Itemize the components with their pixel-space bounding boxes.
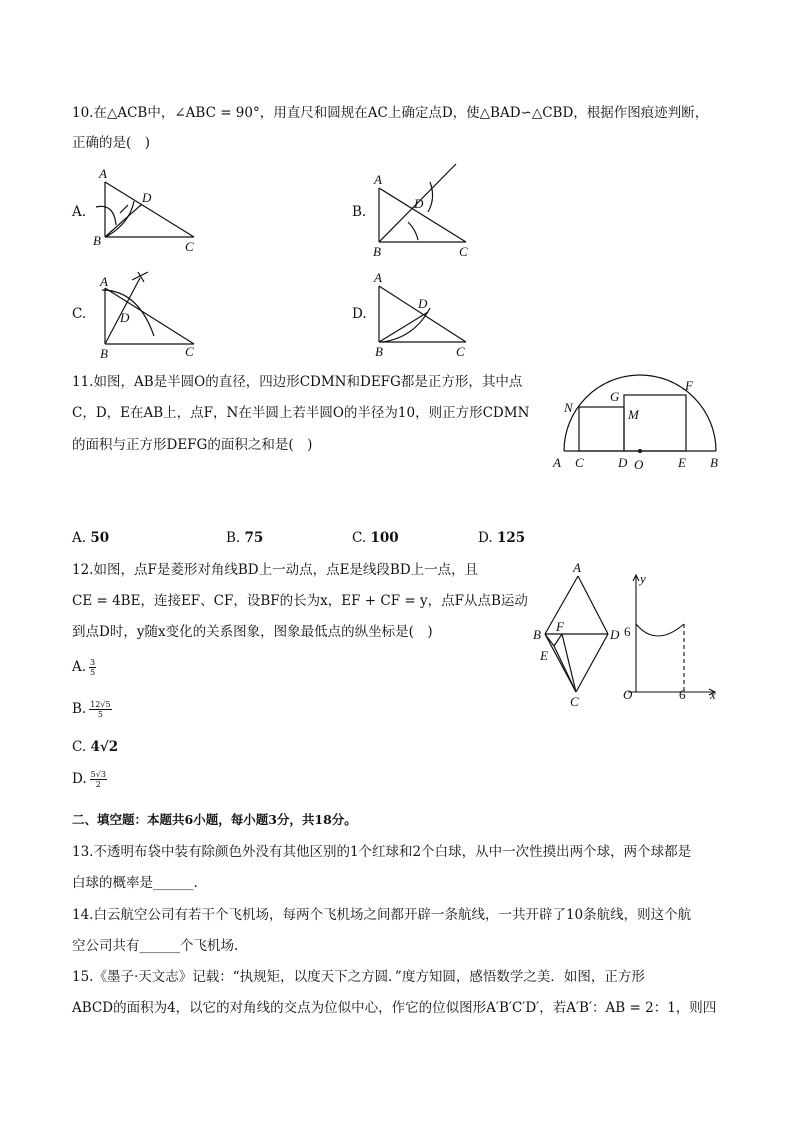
q14-line2: 空公司共有______个飞机场.	[72, 938, 239, 954]
q12-graph-six-x: 6	[679, 687, 686, 702]
q10d-label-B: B	[375, 344, 383, 359]
q12-line2: CE = 4BE，连接EF、CF，设BF的长为x，EF + CF = y，点F从点B运动	[72, 593, 528, 609]
q12-label-C: C	[570, 694, 579, 709]
q12-choice-b-den: 5	[97, 710, 103, 719]
q10a-label-C: C	[185, 239, 194, 254]
q11-line2: C，D，E在AB上，点F，N在半圆上若半圆O的半径为10，则正方形CDMN	[72, 405, 530, 421]
q11-choice-c	[352, 529, 399, 547]
q13-line2: 白球的概率是______.	[72, 875, 198, 891]
q12-choice-a-fraction	[89, 658, 96, 677]
q12-choice-a-den: 5	[90, 668, 96, 677]
q12-graph-six-y: 6	[624, 624, 631, 639]
q10-line2: 正确的是( )	[72, 135, 151, 151]
q11-label-B: B	[710, 455, 718, 470]
q10-option-b-label: B.	[352, 204, 367, 220]
q10-option-a-label: A.	[72, 204, 87, 220]
q12-graph-figure	[618, 568, 722, 704]
q12-choice-b-letter: B.	[72, 701, 87, 717]
q12-choice-d	[72, 770, 107, 789]
q13-line1: 13.不透明布袋中装有除颜色外没有其他区别的1个红球和2个白球，从中一次性摸出两个球，两个球都是	[72, 844, 692, 860]
q12-choice-b-num: 12√5	[90, 700, 111, 709]
q10b-label-B: B	[373, 244, 381, 259]
q12-choice-d-den: 2	[95, 780, 101, 789]
q10a-label-D: D	[142, 190, 152, 205]
q10-option-c-label: C.	[72, 306, 87, 322]
q11-label-E: E	[678, 455, 686, 470]
q11-figure	[548, 372, 724, 472]
q11-choice-a	[72, 529, 109, 547]
q11-choice-d-letter: D.	[478, 530, 493, 546]
section-2-heading: 二、填空题：本题共6小题，每小题3分，共18分。	[72, 812, 357, 827]
q10-figure-d	[366, 268, 476, 364]
q12-line1: 12.如图，点F是菱形对角线BD上一动点，点E是线段BD上一点，且	[72, 562, 479, 578]
q10a-label-B: B	[93, 233, 101, 248]
q15-line2: ABCD的面积为4，以它的对角线的交点为位似中心，作它的位似图形A′B′C′D′，若A′B′：AB = 2：1，则四	[72, 1000, 717, 1016]
q11-label-O: O	[634, 457, 644, 472]
q12-line3: 到点D时，y随x变化的关系图象，图象最低点的纵坐标是( )	[72, 624, 433, 640]
q10c-label-D: D	[120, 310, 130, 325]
q12-choice-b	[72, 700, 112, 719]
q11-choice-c-letter: C.	[352, 530, 367, 546]
q10b-label-A: A	[374, 172, 382, 187]
q12-choice-a	[72, 658, 96, 677]
q12-graph-O: O	[623, 687, 633, 702]
q12-graph-x: x	[710, 687, 716, 702]
q10b-label-D: D	[414, 196, 424, 211]
q11-label-G: G	[610, 389, 620, 404]
q12-label-A: A	[573, 560, 581, 575]
q11-choice-d	[478, 529, 525, 547]
q12-label-B: B	[533, 627, 541, 642]
q11-label-C: C	[575, 455, 584, 470]
q11-label-N: N	[564, 400, 573, 415]
q10c-label-A: A	[100, 274, 108, 289]
q14-line1: 14.白云航空公司有若干个飞机场，每两个飞机场之间都开辟一条航线，一共开辟了10条航线，则这个航	[72, 907, 692, 923]
q12-choice-c-value: 4√2	[90, 739, 119, 755]
q10b-label-C: C	[459, 244, 468, 259]
q12-choice-b-fraction	[89, 700, 111, 719]
q10-figure-c	[90, 268, 210, 364]
q11-choice-b-value: 75	[244, 530, 264, 546]
q10d-label-D: D	[418, 296, 428, 311]
q12-label-E: E	[540, 648, 548, 663]
q12-choice-c	[72, 738, 118, 756]
q12-rhombus-figure	[528, 560, 628, 710]
q11-choice-b-letter: B.	[226, 530, 241, 546]
q10-figure-a	[90, 165, 210, 255]
q11-choice-d-value: 125	[496, 530, 526, 546]
q12-label-F: F	[556, 619, 564, 634]
q12-choice-d-fraction	[90, 770, 107, 789]
q12-graph-y: y	[640, 571, 646, 586]
q11-choice-a-letter: A.	[72, 530, 87, 546]
q10c-label-C: C	[185, 344, 194, 359]
q12-choice-a-letter: A.	[72, 659, 87, 675]
q11-label-F: F	[685, 378, 693, 393]
q11-label-A: A	[553, 455, 561, 470]
q10-line1: 10.在△ACB中，∠ABC = 90°，用直尺和圆规在AC上确定点D，使△BAD∽△CBD，根据作图痕迹判断，	[72, 105, 709, 121]
q15-line1: 15.《墨子·天文志》记载：“执规矩，以度天下之方圆．”度方知圆，感悟数学之美．如图，正方形	[72, 969, 645, 985]
q11-choice-a-value: 50	[90, 530, 110, 546]
q10d-label-A: A	[374, 270, 382, 285]
q12-label-D: D	[610, 627, 620, 642]
q11-line1: 11.如图，AB是半圆O的直径，四边形CDMN和DEFG都是正方形，其中点	[72, 374, 523, 390]
q12-choice-c-letter: C.	[72, 739, 87, 755]
q11-choice-c-value: 100	[370, 530, 399, 546]
q10c-label-B: B	[100, 346, 108, 361]
q12-choice-d-letter: D.	[72, 771, 87, 787]
q10a-label-A: A	[99, 166, 107, 181]
q11-choice-b	[226, 529, 263, 547]
q10d-label-C: C	[456, 344, 465, 359]
q11-label-M: M	[628, 407, 639, 422]
q10-figure-b	[366, 160, 476, 260]
q11-line3: 的面积与正方形DEFG的面积之和是( )	[72, 437, 313, 453]
q11-label-D: D	[618, 455, 628, 470]
q10-option-d-label: D.	[352, 306, 367, 322]
q12-choice-a-num: 3	[90, 658, 96, 667]
q12-choice-d-num: 5√3	[90, 770, 106, 779]
